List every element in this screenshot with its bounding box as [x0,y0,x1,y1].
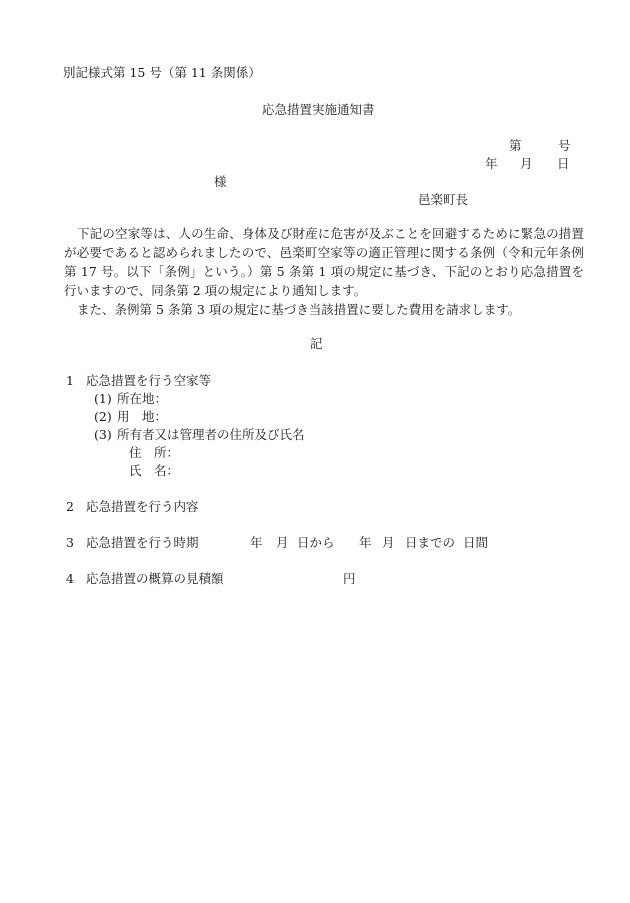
body-paragraph-2: また、条例第 5 条第 3 項の規定に基づき当該措置に要した費用を請求します。 [77,302,521,317]
item1-sub2-number: (2) [94,409,112,424]
item1-sub1-label: 所在地： [117,391,168,406]
item1-sub1-number: (1) [94,391,112,406]
item3-to-year: 年 [359,535,372,550]
item2-number: 2 [66,499,74,514]
item3-number: 3 [66,535,74,550]
sender-name: 邑楽町長 [418,192,469,207]
item3-from-month: 月 [276,535,289,550]
item3-to-day: 日までの [405,535,456,550]
item1-label: 応急措置を行う空家等 [86,373,212,388]
doc-number-suffix: 号 [558,138,571,153]
date-year: 年 [485,156,498,171]
item2-label: 応急措置を行う内容 [86,499,199,514]
item4-label: 応急措置の概算の見積額 [86,571,224,586]
item3-to-month: 月 [382,535,395,550]
owner-address-label: 住 所： [129,445,180,460]
item4-number: 4 [66,571,74,586]
item3-label: 応急措置を行う時期 [86,535,199,550]
item3-from-year: 年 [250,535,263,550]
document-title: 応急措置実施通知書 [262,102,375,117]
doc-number-prefix: 第 [509,138,522,153]
item1-sub3-label: 所有者又は管理者の住所及び氏名 [117,427,305,442]
date-day: 日 [557,156,570,171]
owner-name-label: 氏 名： [129,463,180,478]
ki-heading: 記 [310,336,323,351]
body-paragraph-1: 下記の空家等は、人の生命、身体及び財産に危害が及ぶことを回避するために緊急の措置が必要であると認められましたので、邑楽町空家等の適正管理に関する条例（令和元年条例第 17 号。以下「条例」という。）第 5 条第 1 項の規定に基づき、下記のとおり応急措置を行いますので、同条第 2 項の規定により通知します。 [64,226,584,298]
item3-from-day: 日から [297,535,335,550]
item1-sub2-label: 用 地： [117,409,168,424]
item3-days: 日間 [463,535,489,550]
addressee-honorific: 様 [214,174,227,189]
date-month: 月 [520,156,533,171]
item1-sub3-number: (3) [94,427,112,442]
form-label: 別記様式第 15 号（第 11 条関係） [63,65,261,80]
item1-number: 1 [66,373,74,388]
item4-unit: 円 [343,571,356,586]
